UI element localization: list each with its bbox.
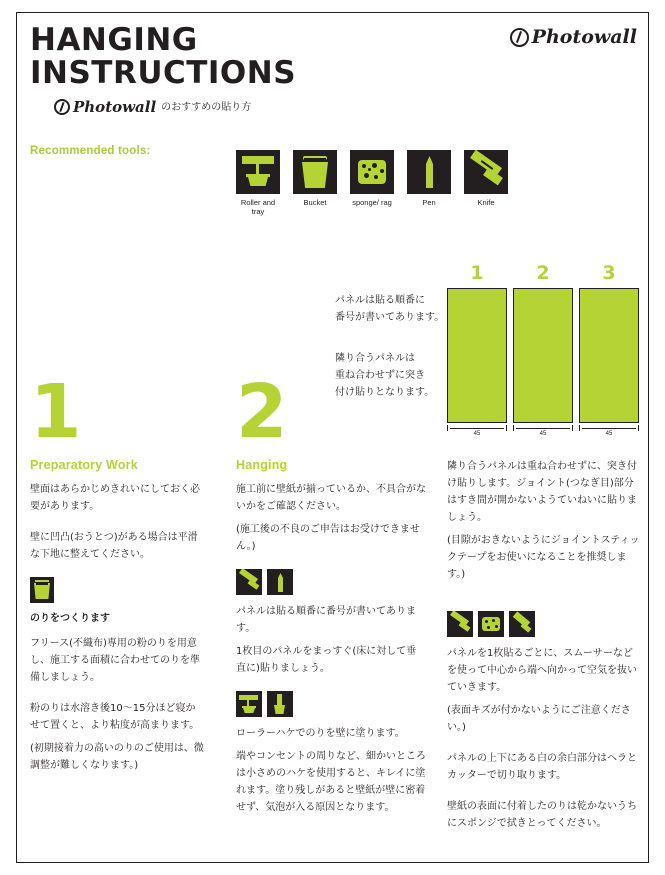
tool-sponge [350,150,394,216]
panel-row [447,288,639,423]
panel-number: 1 [470,262,484,284]
knife-icon [447,611,473,637]
tool-caption: Knife [477,198,495,207]
pen-icon [267,569,293,595]
tool-knife [464,150,508,216]
tool-roller [236,150,280,216]
roller-icon [236,691,262,717]
column2-heading: Hanging [236,458,288,472]
panel-numbers [447,262,639,284]
subtitle [54,98,430,116]
panel-2 [513,288,573,423]
column-preparatory-work [30,458,205,788]
column2-p2: (施工後の不良のご申告はお受けできません。) [236,524,420,552]
column1-heading: Preparatory Work [30,458,138,472]
panel-3 [579,288,639,423]
pen-icon [407,150,451,194]
column2-p1: 施工前に壁紙が揃っているか、不具合がないかをご確認ください。 [236,484,426,512]
photowall-logo-text: Photowall [531,26,637,48]
column3-icons [447,611,642,637]
column-hanging [236,458,426,830]
column3-p1: 隣り合うパネルは重ね合わせずに、突き付け貼りします。ジョイント(つなぎ目)部分はすき間が開かないようていねいに貼りましょう。 [447,461,637,523]
tool-caption: sponge/ rag [352,198,392,207]
roller-icon [236,150,280,194]
knife-icon [464,150,508,194]
sponge-icon [478,611,504,637]
column1-icons [30,577,205,603]
photowall-mark-icon [54,99,70,115]
sponge-icon [350,150,394,194]
panel-width: 45 [447,425,507,437]
column1-p3: フリース(不織布)専用の粉のりを用意し、施工する面積に合わせてのりを準備しましょう。 [30,638,200,683]
panel-diagram [447,262,639,437]
column2-p4: 1枚目のパネルをまっすぐ(床に対して垂直に)貼りましょう。 [236,646,417,674]
photowall-mark-icon [510,28,529,47]
column1-p4: 粉のりは水溶き後10〜15分ほど寝かせて置くと、より粘度が高まります。 [30,703,200,731]
tool-bucket [293,150,337,216]
column2-icons [236,569,426,595]
column3-p6: 壁紙の表面に付着したのりは乾かないうちにスポンジで拭きとってください。 [447,801,637,829]
column1-p5: (初期接着力の高いのりのご使用は、微調整が難しくなります。) [30,743,204,771]
tool-caption: Bucket [303,198,327,207]
column1-p1: 壁面はあらかじめきれいにしておく必要があります。 [30,484,200,512]
step-number-2: 2 [236,369,288,455]
column3-p5: パネルの上下にある白の余白部分はヘラとカッターで切り取ります。 [447,753,637,781]
column1-subheading: のりをつくります [30,613,110,624]
column2-p5: ローラーハケでのりを壁に塗ります。 [236,728,405,739]
photowall-logo-inline [54,98,156,116]
subtitle-text: のおすすめの貼り方 [161,101,252,113]
smoother-icon [509,611,535,637]
bucket-icon [293,150,337,194]
photowall-logo [510,26,637,48]
column2-p3: パネルは貼る順番に番号が書いてあります。 [236,606,416,634]
column3-p4: (表面キズが付かないようにご注意ください。) [447,705,631,733]
column3-p2: (目隙がおきないようにジョイントスティックテープをお使いになることを推奨します。) [447,535,640,580]
brush-icon [267,691,293,717]
tool-pen [407,150,451,216]
glue-bucket-icon [30,577,54,603]
photowall-logo-text-inline: Photowall [73,98,157,116]
diagram-note-2: 隣り合うパネルは 重ね合わせずに突き 付け貼りとなります。 [335,353,435,398]
panel-width: 45 [579,425,639,437]
panel-number: 2 [536,262,550,284]
panel-number: 3 [602,262,616,284]
column3-p3: パネルを1枚貼るごとに、スムーサーなどを使って中心から端へ向かって空気を抜いていきます。 [447,648,637,693]
tools-label: Recommended tools: [30,145,151,157]
title-line-2: INSTRUCTIONS [30,55,297,91]
panel-width-labels [447,425,639,437]
page-title [30,24,430,116]
knife-icon [236,569,262,595]
tools-row [236,150,508,216]
diagram-note-1: パネルは貼る順番に 番号が書いてあります。 [335,295,445,323]
column1-p2: 壁に凹凸(おうとつ)がある場合は平滑な下地に整えてください。 [30,532,198,560]
title-line-1: HANGING [30,22,198,58]
column2-icons-2 [236,691,426,717]
panel-1 [447,288,507,423]
step-number-1: 1 [30,369,82,455]
panel-width: 45 [513,425,573,437]
column2-p6: 端やコンセントの周りなど、細かいところは小さめのハケを使用すると、キレイに塗れます。塗り残しがあると壁紙が壁に密着せず、気泡が入る原因となります。 [236,751,426,813]
tool-caption: Roller and tray [240,198,276,216]
tool-caption: Pen [422,198,436,207]
column-finishing [447,458,642,846]
